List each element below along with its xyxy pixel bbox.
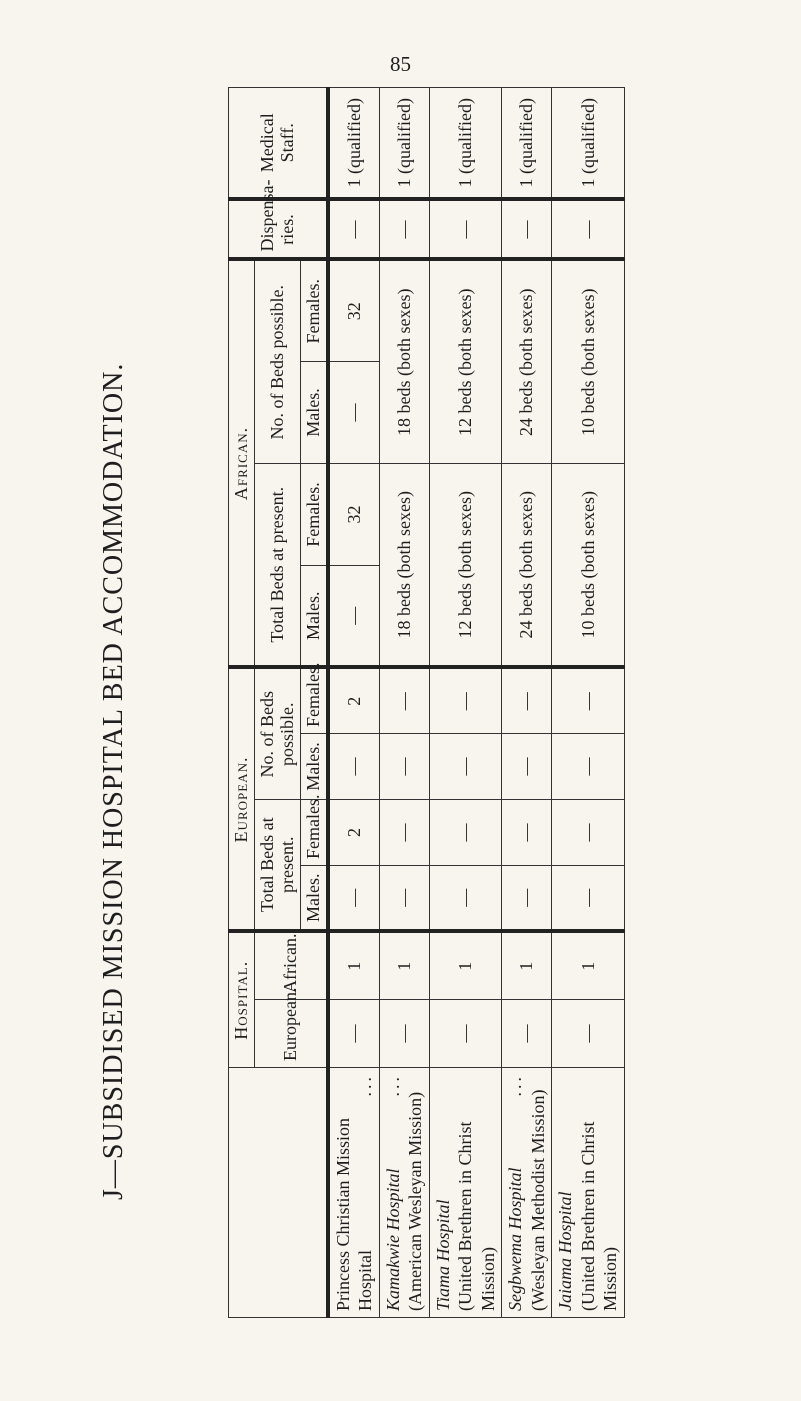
bed-accommodation-table (228, 87, 625, 1318)
cell-hosp-european: — (328, 1000, 380, 1068)
cell-eu-possible-m: — (328, 734, 380, 800)
af-beds-possible-header: No. of Beds possible. (254, 259, 300, 463)
eu-possible-males-header: Males. (301, 734, 328, 800)
medical-staff-header: Medical Staff. (229, 87, 328, 199)
cell-medical-staff: 1 (qualified) (552, 87, 625, 199)
cell-eu-possible-f: — (379, 667, 429, 733)
mission-name: (United Brethren in Christ Mission) (577, 1121, 621, 1311)
cell-eu-total-m: — (429, 866, 502, 932)
cell-af-total-f: 32 (328, 463, 380, 565)
cell-eu-possible-f: — (552, 667, 625, 733)
eu-total-females-header: Females. (301, 800, 328, 866)
cell-hosp-european: — (379, 1000, 429, 1068)
table-row (328, 87, 380, 1317)
cell-medical-staff: 1 (qualified) (429, 87, 502, 199)
cell-af-possible-f: 32 (328, 259, 380, 361)
af-total-beds-header: Total Beds at present. (254, 463, 300, 667)
hospital-name: Princess Christian Mission Hospital (332, 1117, 376, 1311)
cell-hosp-african: 1 (429, 932, 502, 1000)
european-group-header: European. (229, 667, 255, 931)
mission-name: (Wesleyan Methodist Mission) (527, 1089, 548, 1311)
hospital-name-cell (379, 1068, 429, 1318)
af-total-females-header: Females. (301, 463, 328, 565)
cell-hosp-european: — (429, 1000, 502, 1068)
cell-af-possible-m: 12 beds (both sexes) (429, 259, 502, 463)
table-row (379, 87, 429, 1317)
leader-dots: ... (355, 1074, 376, 1097)
hospital-name: Jaiama Hospital (555, 1191, 576, 1311)
table-row (429, 87, 502, 1317)
cell-af-total-m: — (328, 565, 380, 667)
table-body (328, 87, 625, 1317)
cell-af-possible-m: 18 beds (both sexes) (379, 259, 429, 463)
african-group-header: African. (229, 259, 255, 667)
cell-eu-total-f: — (429, 800, 502, 866)
hospital-name: Kamakwie Hospital (382, 1168, 403, 1311)
cell-hosp-african: 1 (552, 932, 625, 1000)
cell-dispensaries: — (552, 199, 625, 259)
cell-eu-total-m: — (552, 866, 625, 932)
cell-eu-total-m: — (379, 866, 429, 932)
cell-eu-total-m: — (328, 866, 380, 932)
hospital-name-cell (328, 1068, 380, 1318)
leader-dots: ... (382, 1074, 403, 1097)
cell-hosp-european: — (552, 1000, 625, 1068)
leader-dots: ... (505, 1074, 526, 1097)
page-number: 85 (390, 52, 411, 76)
cell-dispensaries: — (429, 199, 502, 259)
hosp-european-header: European. (254, 1000, 328, 1068)
cell-hosp-african: 1 (328, 932, 380, 1000)
cell-medical-staff: 1 (qualified) (502, 87, 552, 199)
cell-eu-possible-f: — (502, 667, 552, 733)
hospital-name-cell (502, 1068, 552, 1318)
cell-eu-possible-m: — (552, 734, 625, 800)
cell-eu-total-f: 2 (328, 800, 380, 866)
cell-eu-total-f: — (502, 800, 552, 866)
eu-possible-females-header: Females. (301, 667, 328, 733)
eu-beds-possible-header: No. of Beds possible. (254, 667, 300, 799)
cell-eu-total-m: — (502, 866, 552, 932)
cell-eu-possible-m: — (429, 734, 502, 800)
cell-af-total-m: 10 beds (both sexes) (552, 463, 625, 667)
hosp-african-header: African. (254, 932, 328, 1000)
af-total-males-header: Males. (301, 565, 328, 667)
cell-medical-staff: 1 (qualified) (379, 87, 429, 199)
cell-af-total-m: 18 beds (both sexes) (379, 463, 429, 667)
table-title: J—SUBSIDISED MISSION HOSPITAL BED ACCOMMODATION. (98, 362, 129, 1200)
af-possible-males-header: Males. (301, 361, 328, 463)
cell-af-possible-m: — (328, 361, 380, 463)
mission-name: (American Wesleyan Mission) (405, 1091, 426, 1311)
cell-hosp-african: 1 (379, 932, 429, 1000)
hospital-name: Tiama Hospital (432, 1199, 453, 1311)
cell-hosp-european: — (502, 1000, 552, 1068)
af-possible-females-header: Females. (301, 259, 328, 361)
table-row (502, 87, 552, 1317)
cell-eu-possible-m: — (379, 734, 429, 800)
dispensaries-header: Dispensa-ries. (229, 199, 328, 259)
cell-eu-total-f: — (379, 800, 429, 866)
cell-eu-total-f: — (552, 800, 625, 866)
cell-dispensaries: — (328, 199, 380, 259)
mission-name: (United Brethren in Christ Mission) (455, 1121, 498, 1311)
table-row (552, 87, 625, 1317)
hospital-name-cell (429, 1068, 502, 1318)
cell-af-possible-m: 24 beds (both sexes) (502, 259, 552, 463)
cell-af-total-m: 12 beds (both sexes) (429, 463, 502, 667)
cell-af-possible-m: 10 beds (both sexes) (552, 259, 625, 463)
hospital-name: Segbwema Hospital (505, 1167, 526, 1311)
hospital-name-cell (552, 1068, 625, 1318)
cell-eu-possible-f: — (429, 667, 502, 733)
eu-total-males-header: Males. (301, 866, 328, 932)
cell-af-total-m: 24 beds (both sexes) (502, 463, 552, 667)
hospital-name-header (229, 1068, 328, 1318)
cell-medical-staff: 1 (qualified) (328, 87, 380, 199)
cell-eu-possible-f: 2 (328, 667, 380, 733)
hospital-group-header: Hospital. (229, 932, 255, 1068)
cell-eu-possible-m: — (502, 734, 552, 800)
cell-dispensaries: — (502, 199, 552, 259)
bed-accommodation-table-frame (228, 88, 621, 1318)
cell-dispensaries: — (379, 199, 429, 259)
cell-hosp-african: 1 (502, 932, 552, 1000)
eu-total-beds-header: Total Beds at present. (254, 800, 300, 932)
